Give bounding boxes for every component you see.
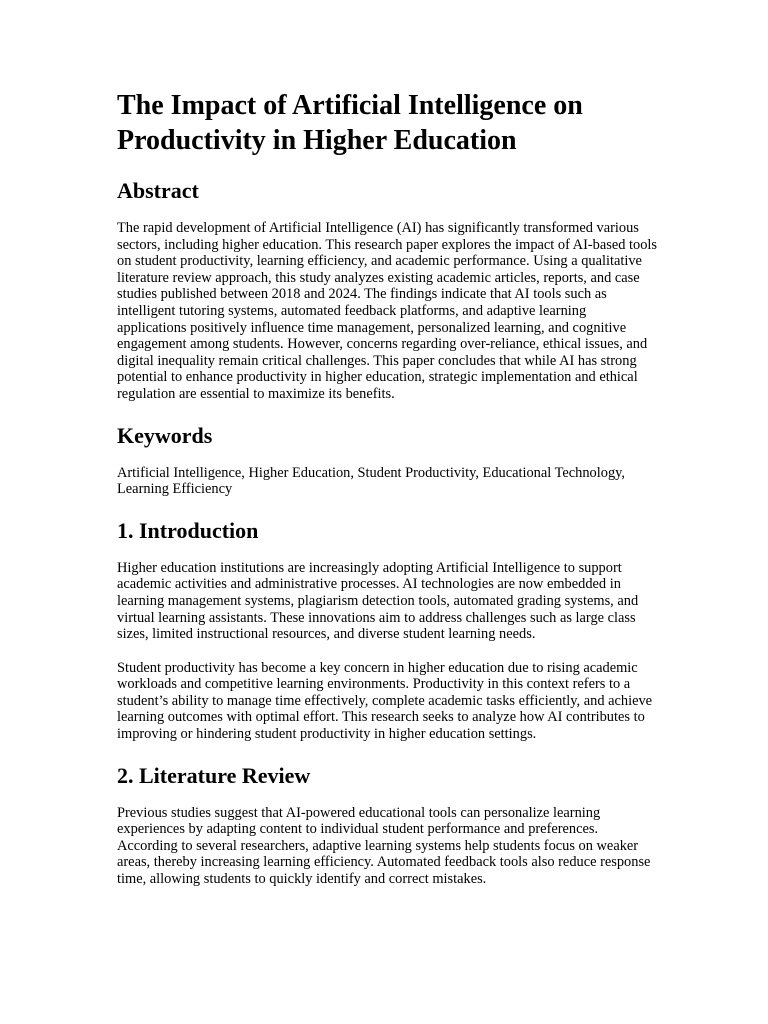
- introduction-paragraph-1: Higher education institutions are increasingly adopting Artificial Intelligence to support academic activities and administrative processes. AI technologies are now embedded in learning management systems, plagiarism detection tools, automated grading systems, and virtual learning assistants. These innovations aim to address challenges such as large class sizes, limited instructional resources, and diverse student learning needs.: [117, 559, 639, 643]
- paper-title: The Impact of Artificial Intelligence on Productivity in Higher Education: [117, 90, 583, 156]
- introduction-heading: 1. Introduction: [117, 517, 259, 543]
- abstract-section: [117, 178, 657, 403]
- literature-review-section: [117, 763, 657, 888]
- abstract-text: The rapid development of Artificial Intelligence (AI) has significantly transformed various sectors, including higher education. This research paper explores the impact of AI-based tools on student productivity, learning efficiency, and academic performance. Using a qualitative literature review approach, this study analyzes existing academic articles, reports, and case studies published between 2018 and 2024. The findings indicate that AI tools such as intelligent tutoring systems, automated feedback platforms, and adaptive learning applications positively influence time management, personalized learning, and cognitive engagement among students. However, concerns regarding over-reliance, ethical issues, and digital inequality remain critical challenges. This paper concludes that while AI has strong potential to enhance productivity in higher education, strategic implementation and ethical regulation are essential to maximize its benefits.: [117, 220, 658, 402]
- keywords-section: [117, 423, 657, 498]
- introduction-section: [117, 518, 657, 743]
- abstract-heading: Abstract: [117, 178, 199, 203]
- literature-review-heading: 2. Literature Review: [117, 762, 311, 788]
- paper-body: [117, 88, 657, 888]
- keywords-text: Artificial Intelligence, Higher Education, Student Productivity, Educational Technology, Learning Efficiency: [117, 464, 625, 498]
- introduction-paragraph-2: Student productivity has become a key concern in higher education due to rising academic workloads and competitive learning environments. Productivity in this context refers to a student’s ability to manage time effectively, complete academic tasks efficiently, and achieve learning outcomes with optimal effort. This research seeks to analyze how AI contributes to improving or hindering student productivity in higher education settings.: [117, 659, 653, 743]
- literature-review-paragraph-1: Previous studies suggest that AI-powered educational tools can personalize learning experiences by adapting content to individual student performance and preferences. According to several researchers, adaptive learning systems help students focus on weaker areas, thereby increasing learning efficiency. Automated feedback tools also reduce response time, allowing students to quickly identify and correct mistakes.: [117, 804, 651, 888]
- keywords-heading: Keywords: [117, 422, 213, 448]
